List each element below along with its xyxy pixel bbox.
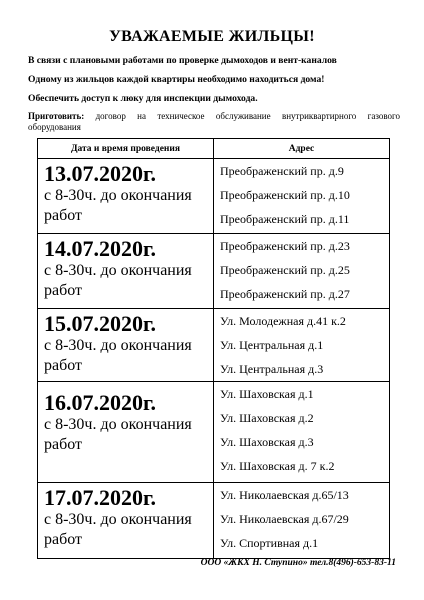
table-row: [38, 159, 390, 234]
notice-line-1: В связи с плановыми работами по проверке дымоходов и вент-каналов: [28, 55, 337, 66]
address: Преображенский пр. д.23: [220, 239, 350, 253]
address: Ул. Шаховская д. 7 к.2: [220, 459, 335, 473]
header-date: Дата и время проведения: [38, 139, 214, 159]
address: Ул. Центральная д.3: [220, 362, 324, 376]
footer-contact: ООО «ЖКХ Н. Ступино» тел.8(496)-653-83-11: [200, 558, 396, 568]
date: 13.07.2020г.: [44, 161, 157, 186]
table-row: [38, 483, 390, 559]
address-cell: [214, 483, 390, 559]
time: с 8-30ч. до окончания работ: [44, 337, 192, 374]
time: с 8-30ч. до окончания работ: [44, 416, 192, 453]
date: 14.07.2020г.: [44, 236, 157, 261]
table-row: [38, 234, 390, 309]
date-cell: [38, 382, 214, 483]
date: 16.07.2020г.: [44, 390, 157, 415]
address-cell: [214, 234, 390, 309]
date: 15.07.2020г.: [44, 311, 157, 336]
date: 17.07.2020г.: [44, 485, 157, 510]
address: Преображенский пр. д.27: [220, 287, 350, 301]
address: Преображенский пр. д.11: [220, 212, 350, 226]
prepare-label: Приготовить:: [28, 111, 85, 121]
table-row: [38, 309, 390, 382]
notice-line-3: Обеспечить доступ к люку для инспекции дымохода.: [28, 93, 258, 104]
address: Ул. Шаховская д.2: [220, 411, 314, 425]
header-address: Адрес: [214, 139, 390, 159]
date-cell: [38, 159, 214, 234]
address: Ул. Николаевская д.67/29: [220, 512, 349, 526]
date-cell: [38, 309, 214, 382]
page-title: УВАЖАЕМЫЕ ЖИЛЬЦЫ!: [109, 28, 315, 45]
date-cell: [38, 483, 214, 559]
address: Преображенский пр. д.25: [220, 263, 350, 277]
time: с 8-30ч. до окончания работ: [44, 511, 192, 548]
address: Ул. Центральная д.1: [220, 338, 324, 352]
address: Преображенский пр. д.10: [220, 188, 350, 202]
prepare-note: [28, 111, 400, 133]
prepare-text: договор на техническое обслуживание внутриквартирного газового оборудования: [28, 111, 400, 132]
notice-line-2: Одному из жильцов каждой квартиры необходимо находиться дома!: [28, 74, 325, 85]
table-row: [38, 382, 390, 483]
time: с 8-30ч. до окончания работ: [44, 262, 192, 299]
time: с 8-30ч. до окончания работ: [44, 187, 192, 224]
address-cell: [214, 382, 390, 483]
schedule-table: [37, 138, 390, 559]
address: Ул. Спортивная д.1: [220, 536, 319, 550]
address: Преображенский пр. д.9: [220, 164, 344, 178]
address: Ул. Шаховская д.1: [220, 387, 314, 401]
address: Ул. Молодежная д.41 к.2: [220, 314, 346, 328]
address-cell: [214, 309, 390, 382]
address: Ул. Шаховская д.3: [220, 435, 314, 449]
table-header-row: [38, 139, 390, 159]
address: Ул. Николаевская д.65/13: [220, 488, 349, 502]
date-cell: [38, 234, 214, 309]
address-cell: [214, 159, 390, 234]
